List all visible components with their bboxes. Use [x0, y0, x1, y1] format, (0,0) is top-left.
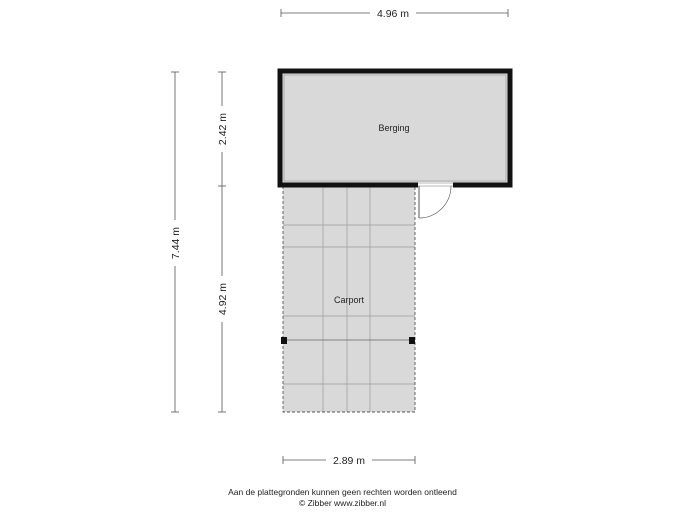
- dimension-carport-height: [213, 186, 231, 412]
- room-label-berging: Berging: [378, 123, 410, 133]
- berging-room: [280, 71, 510, 185]
- dimension-total-height: [166, 72, 184, 412]
- door: [418, 182, 453, 218]
- dimension-carport-height-label: 4.92 m: [217, 282, 229, 316]
- carport-area: [281, 186, 415, 412]
- carport-post-right: [409, 337, 415, 344]
- carport-post-left: [281, 337, 287, 344]
- dimension-bottom: [283, 452, 415, 468]
- dimension-top-label: 4.96 m: [376, 8, 410, 20]
- dimension-total-height-label: 7.44 m: [170, 226, 182, 260]
- dimension-bottom-label: 2.89 m: [332, 455, 366, 467]
- footer-disclaimer: Aan de plattegronden kunnen geen rechten worden ontleend: [228, 487, 457, 497]
- footer-credit: © Zibber www.zibber.nl: [298, 498, 387, 508]
- dimension-berging-height-label: 2.42 m: [217, 112, 229, 146]
- door-swing-arc: [419, 186, 451, 218]
- dimension-top: [281, 5, 508, 21]
- room-label-carport: Carport: [333, 295, 365, 305]
- dimension-berging-height: [213, 72, 231, 186]
